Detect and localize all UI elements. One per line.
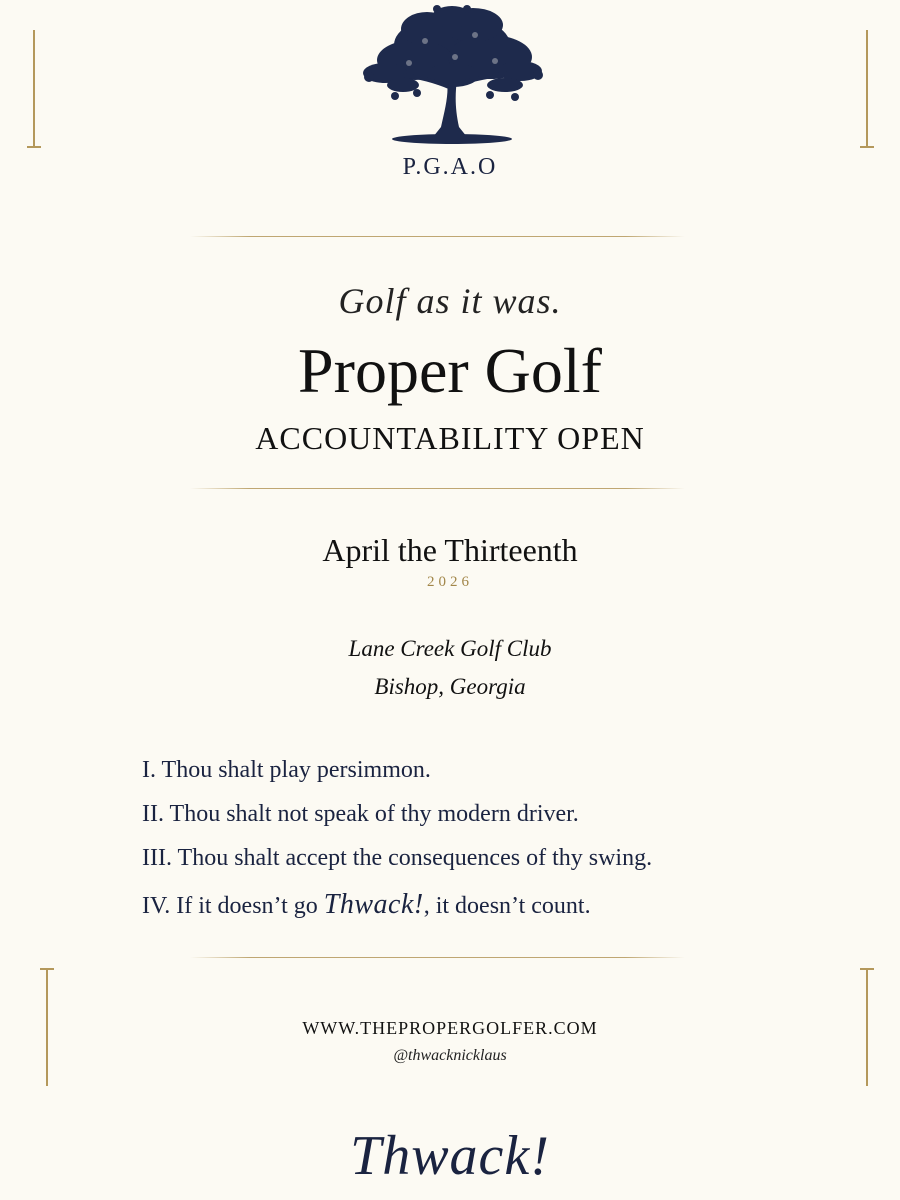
divider-middle <box>190 488 685 489</box>
signature-text: Thwack! <box>350 1125 550 1187</box>
page-title: Proper Golf <box>298 335 602 406</box>
page-subtitle: ACCOUNTABILITY OPEN <box>255 420 645 456</box>
corner-bracket-top-left <box>27 30 41 148</box>
event-venue: Lane Creek Golf Club <box>348 636 552 661</box>
commandment-item: II. Thou shalt not speak of thy modern driver. <box>142 801 579 827</box>
divider-bottom <box>190 957 685 958</box>
event-location: Bishop, Georgia <box>374 674 526 699</box>
divider-top <box>190 236 685 237</box>
commandment-emphasis: Thwack! <box>323 889 424 920</box>
commandment-prefix: IV. If it doesn’t go <box>142 893 324 919</box>
commandment-item: I. Thou shalt play persimmon. <box>142 757 431 783</box>
website-link[interactable]: WWW.THEPROPERGOLFER.COM <box>302 1018 598 1038</box>
commandments-list <box>142 758 822 934</box>
commandment-suffix: , it doesn’t count. <box>423 893 591 919</box>
event-date: April the Thirteenth <box>322 532 578 568</box>
event-year: 2026 <box>427 574 473 590</box>
oak-tree-icon <box>355 5 550 150</box>
commandment-item <box>142 890 822 934</box>
commandment-item: III. Thou shalt accept the consequences of thy swing. <box>142 845 653 871</box>
tagline: Golf as it was. <box>338 281 562 321</box>
org-name: P.G.A.O <box>402 154 498 180</box>
social-handle[interactable]: @thwacknicklaus <box>393 1047 507 1064</box>
corner-bracket-top-right <box>860 30 874 148</box>
